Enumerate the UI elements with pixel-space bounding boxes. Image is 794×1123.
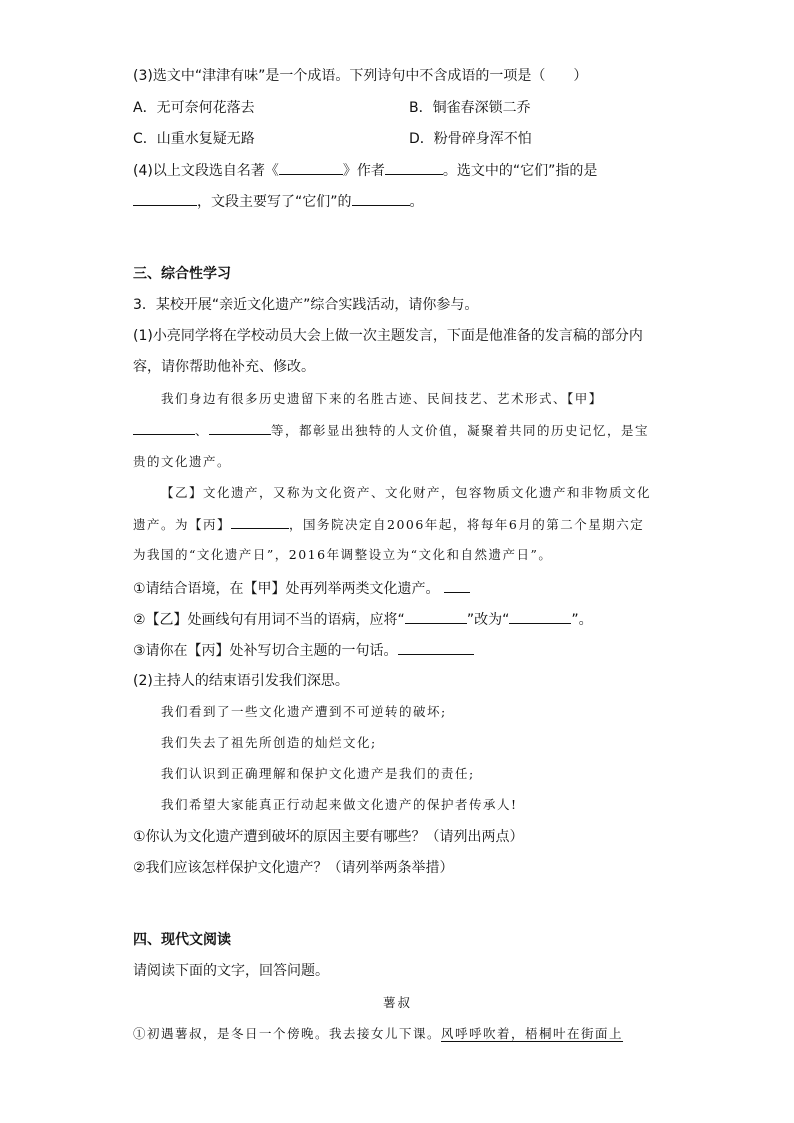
author-blank[interactable]: [385, 160, 443, 175]
closing-line-1: 我们看到了一些文化遗产遭到不可逆转的破坏;: [161, 704, 447, 719]
speech-line-3: 贵的文化遗产。: [133, 454, 232, 469]
sub-question-1-text: ①请结合语境，在【甲】处再列举两类文化遗产。: [133, 581, 440, 597]
question-4-line1: [133, 160, 597, 181]
closing-line-3: 我们认识到正确理解和保护文化遗产是我们的责任;: [161, 766, 475, 781]
question-4-line2: [133, 191, 424, 212]
speech-line-2-text: 等，都彰显出独特的人文价值，凝聚着共同的历史记忆，是宝: [271, 423, 650, 438]
bing-blank[interactable]: [231, 514, 289, 529]
sub-question-2-text-b: ”改为“: [466, 612, 510, 628]
section-3-heading: 三、综合性学习: [133, 266, 231, 282]
question-2-sub-1: ①你认为文化遗产遭到破坏的原因主要有哪些？（请列出两点）: [133, 829, 524, 845]
option-d: D．粉骨碎身浑不怕: [409, 131, 532, 147]
question-1-line2: 容，请你帮助他补充、修改。: [133, 359, 315, 375]
speech-line-4: 【乙】文化遗产，又称为文化资产、文化财产，包容物质文化遗产和非物质文化: [161, 485, 652, 500]
wrong-word-blank[interactable]: [405, 609, 467, 624]
sub-question-1: [133, 578, 470, 599]
option-b: B．铜雀春深锁二乔: [409, 100, 531, 116]
sub1-answer-blank[interactable]: [444, 578, 470, 593]
question-2: (2)主持人的结束语引发我们深思。: [133, 673, 349, 689]
jia-blank-2[interactable]: [209, 420, 271, 435]
them-content-blank[interactable]: [352, 191, 410, 206]
q4-text-2: 》作者: [342, 163, 385, 179]
speech-sep: 、: [195, 423, 210, 438]
speech-line-5-end: ，国务院决定自2006年起，将每年6月的第二个星期六定: [289, 517, 645, 532]
closing-line-4: 我们希望大家能真正行动起来做文化遗产的保护者传承人!: [161, 797, 518, 812]
q4-text-3: 。选文中的“它们”指的是: [442, 163, 598, 179]
question-2-sub-2: ②我们应该怎样保护文化遗产？（请列举两条举措）: [133, 860, 454, 876]
correct-word-blank[interactable]: [509, 609, 571, 624]
book-title-blank[interactable]: [279, 160, 343, 175]
sub-question-3-text: ③请你在【丙】处补写切合主题的一句话。: [133, 643, 398, 659]
question-3-stem: (3)选文中“津津有味”是一个成语。下列诗句中不含成语的一项是（ ）: [133, 68, 588, 84]
them-refers-blank[interactable]: [133, 191, 197, 206]
speech-line-5-start: 遗产。为【丙】: [133, 517, 232, 532]
paragraph-1-text: ①初遇薯叔，是冬日一个傍晚。我去接女儿下课。: [133, 1026, 442, 1041]
section-4-heading: 四、现代文阅读: [133, 932, 231, 948]
q4-text-1: (4)以上文段选自名著《: [133, 163, 279, 179]
speech-line-5: [133, 514, 644, 535]
sub-question-2-text-c: ”。: [571, 612, 593, 628]
question-1-line1: (1)小亮同学将在学校动员大会上做一次主题发言，下面是他准备的发言稿的部分内: [133, 328, 643, 344]
speech-line-6: 为我国的“文化遗产日”，2016年调整设立为“文化和自然遗产日”。: [133, 547, 553, 562]
speech-line-1: 我们身边有很多历史遗留下来的名胜古迹、民间技艺、艺术形式、【甲】: [161, 391, 603, 406]
q4-text-5: 。: [409, 194, 424, 210]
closing-line-2: 我们失去了祖先所创造的灿烂文化;: [161, 735, 377, 750]
article-paragraph-1: [133, 1024, 623, 1044]
sub-question-2: [133, 609, 593, 630]
sub-question-2-text-a: ②【乙】处画线句有用词不当的语病，应将“: [133, 612, 405, 628]
jia-blank-1[interactable]: [133, 420, 195, 435]
sub3-answer-blank[interactable]: [398, 640, 474, 655]
reading-instruction: 请阅读下面的文字，回答问题。: [133, 963, 329, 979]
article-title: 薯叔: [383, 995, 413, 1010]
sub-question-3: [133, 640, 474, 661]
q4-text-4: ，文段主要写了“它们”的: [197, 194, 352, 210]
option-a: A．无可奈何花落去: [133, 100, 255, 116]
option-c: C．山重水复疑无路: [133, 131, 255, 147]
paragraph-1-underlined: 风呼呼吹着，梧桐叶在街面上: [441, 1026, 624, 1041]
speech-line-2: [133, 420, 649, 441]
question-3-intro: 3．某校开展“亲近文化遗产”综合实践活动，请你参与。: [133, 297, 479, 313]
